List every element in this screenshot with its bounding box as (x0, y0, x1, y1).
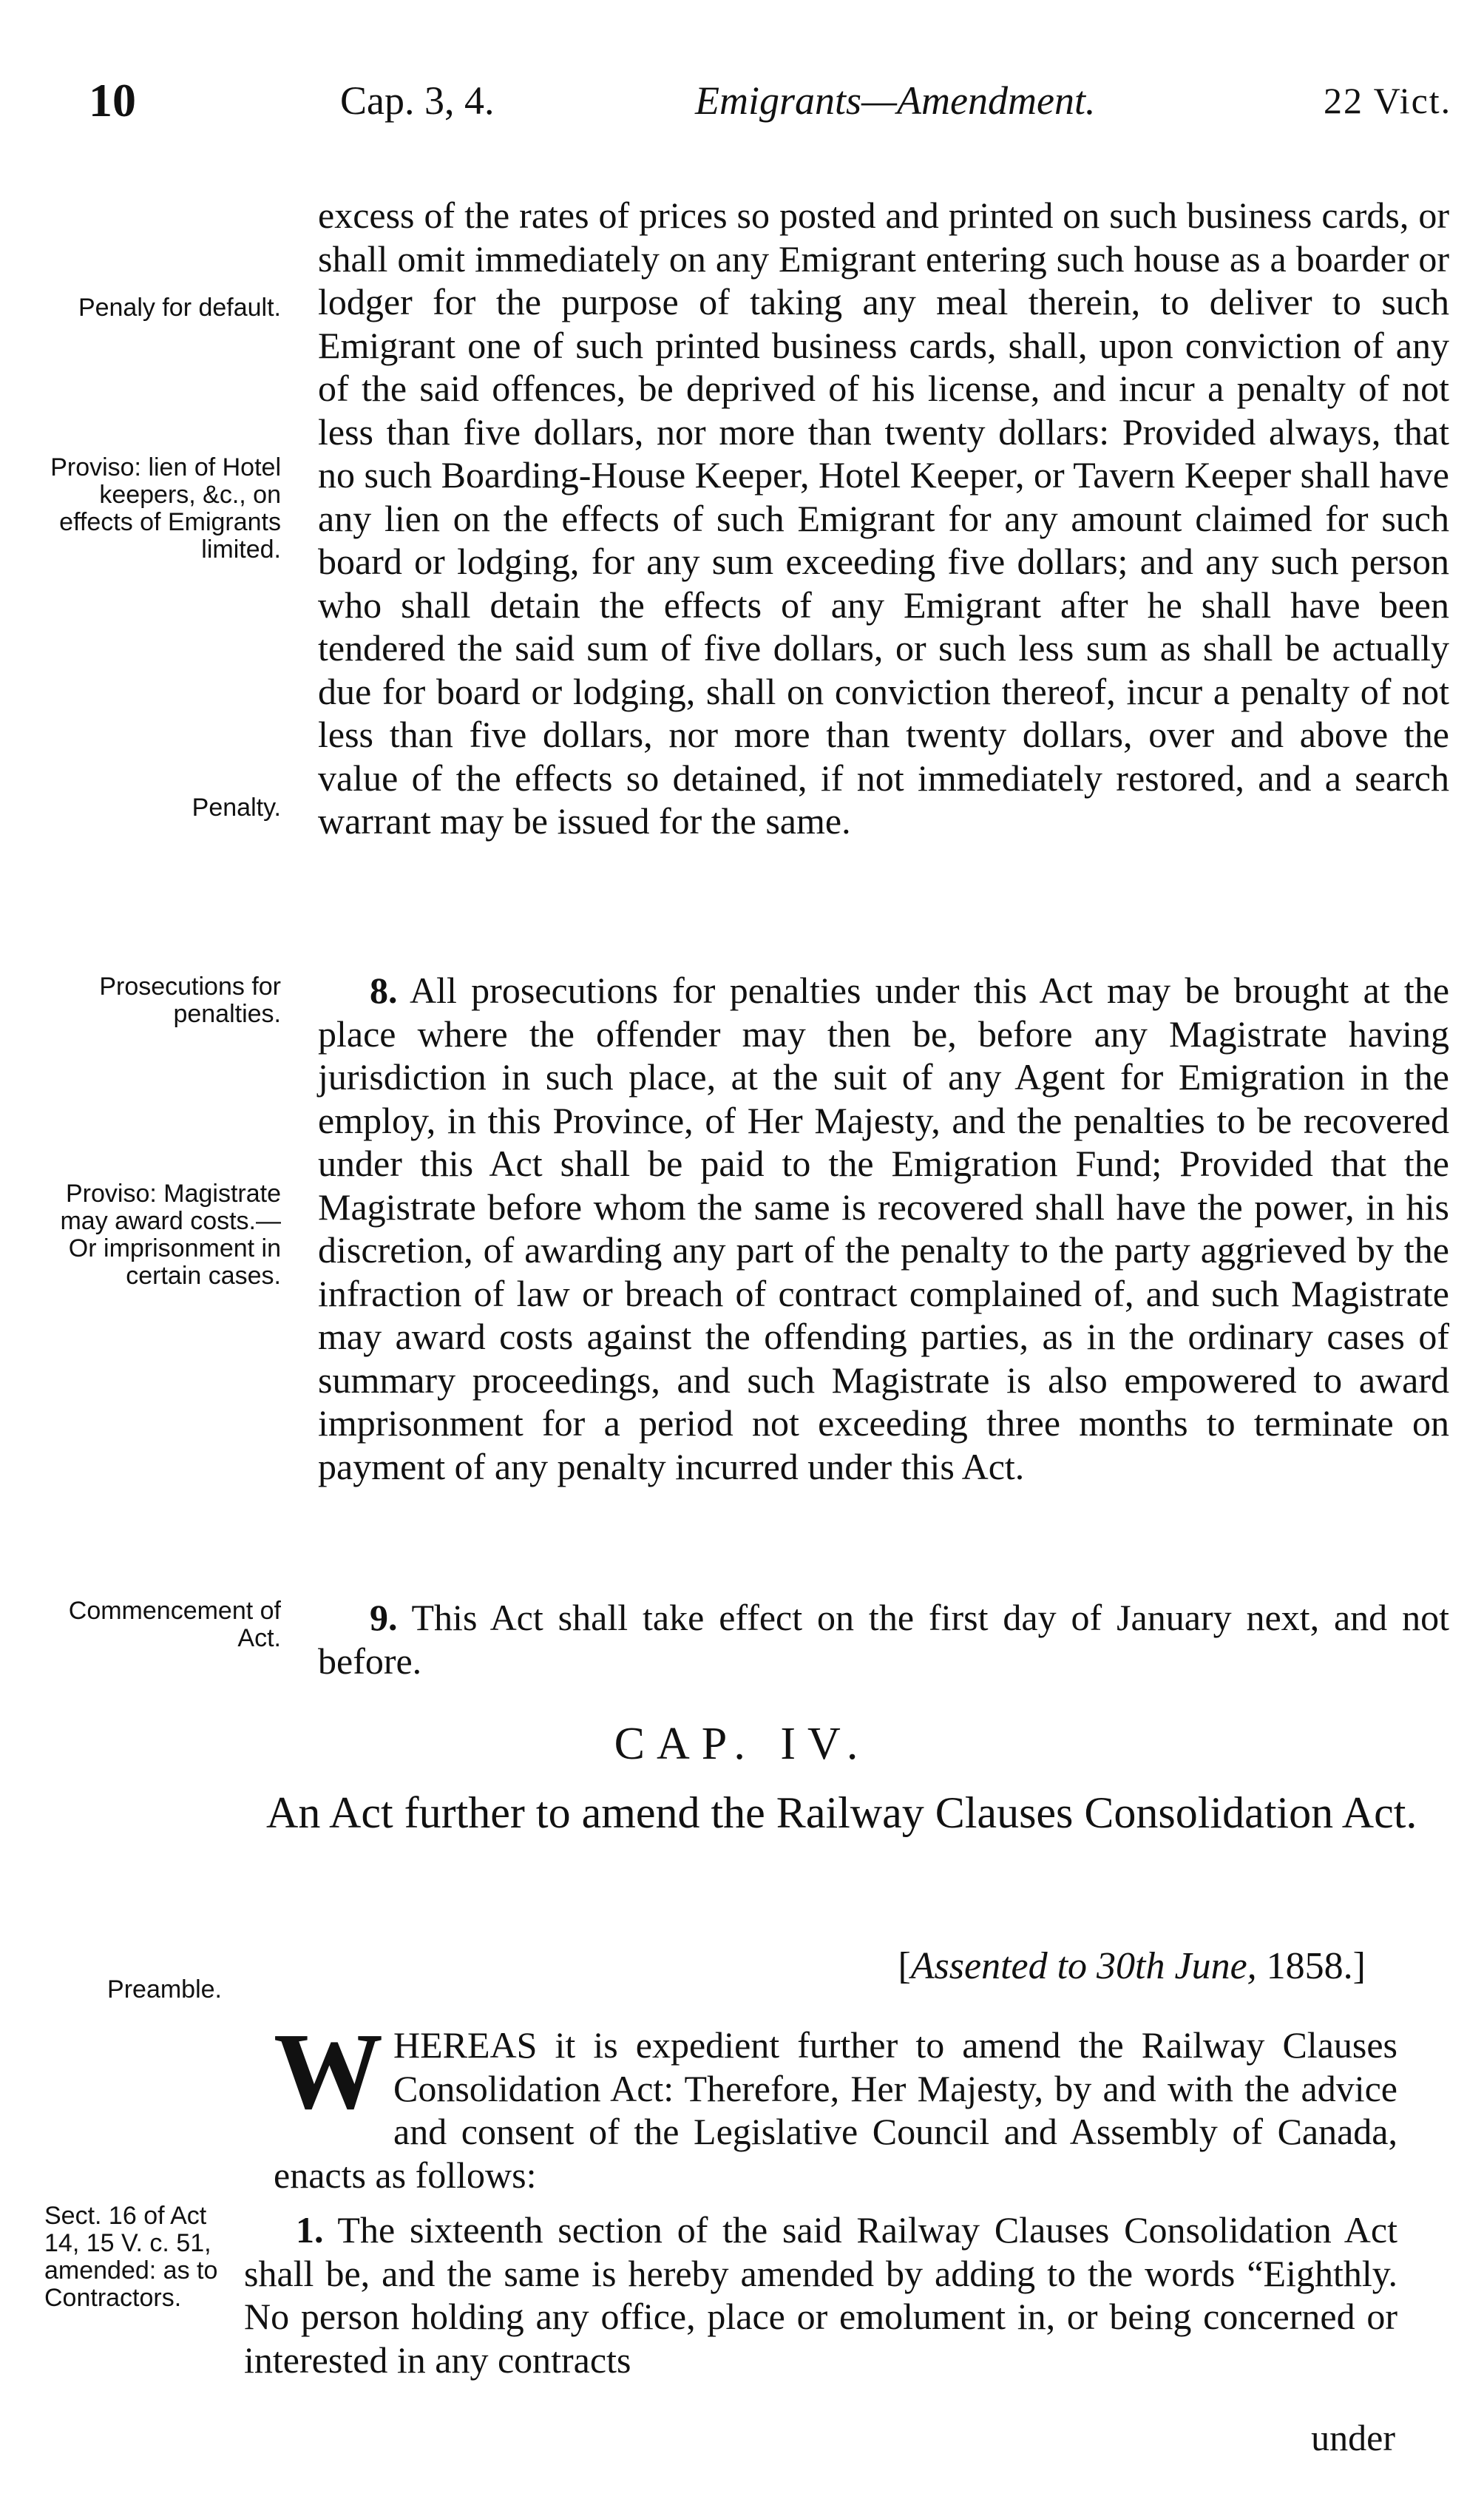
assent-text: Assented to 30th June, (910, 1945, 1257, 1987)
assent-date: [Assented to 30th June, 1858.] (898, 1945, 1366, 1987)
chapter-heading: CAP. IV. (614, 1719, 870, 1769)
drop-cap: W (274, 2011, 383, 2132)
margin-note-penalty: Penalty. (192, 794, 281, 822)
margin-note-prosecutions: Prosecutions for penalties. (99, 973, 281, 1028)
section-9-number: 9. (370, 1597, 398, 1638)
running-title: Emigrants—Amendment. (695, 78, 1096, 123)
section-8-number: 8. (370, 970, 398, 1011)
margin-note-sect16: Sect. 16 of Act 14, 15 V. c. 51, amended: as to Contractors. (44, 2202, 218, 2312)
preamble-text: HEREAS it is expedient further to amend the Railway Clauses Consolidation Act: Therefore, Her Majesty, by and with the advice and consent of the Legislative Council and Assembly of Canada, enacts as follows: (274, 2024, 1397, 2196)
section-8-text: All prosecutions for penalties under this Act may be brought at the place where the offender may then be, before any Magistrate having jurisdiction in such place, at the suit of any Agent for Emigration in the employ, in this Province, of Her Majesty, and the penalties to be recovered under this Act shall be paid to the Emigration Fund; Provided that the Magistrate before whom the same is recovered shall have the power, in his discretion, of awarding any part of the penalty to the party aggrieved by the infraction of law or breach of contract complained of, and such Magistrate may award costs against the offending parties, as in the ordinary cases of summary proceedings, and such Magistrate is also empowered to award imprisonment for a period not exceeding three months to terminate on payment of any penalty incurred under this Act. (318, 970, 1450, 1487)
margin-note-commencement: Commencement of Act. (68, 1597, 281, 1652)
cap4-section-1-number: 1. (296, 2209, 324, 2251)
chapter-reference: Cap. 3, 4. (340, 78, 495, 123)
act-title: An Act further to amend the Railway Clauses Consolidation Act. (266, 1788, 1417, 1837)
assent-year: 1858. (1266, 1945, 1353, 1987)
preamble-paragraph (274, 2011, 1397, 2197)
section-9 (318, 1596, 1449, 1683)
margin-note-preamble: Preamble. (107, 1975, 222, 2004)
margin-note-proviso-magistrate: Proviso: Magistrate may award costs.— Or imprisonment in certain cases. (60, 1180, 281, 1290)
margin-note-proviso-lien: Proviso: lien of Hotel keepers, &c., on effects of Emigrants limited. (50, 453, 281, 564)
continued-paragraph-text: excess of the rates of prices so posted and printed on such business cards, or shall omit immediately on any Emigrant entering such house as a boarder or lodger for the purpose of taking any meal therein, to deliver to such Emigrant one of such printed business cards, shall, upon conviction of any of the said offences, be deprived of his license, and incur a penalty of not less than five dollars, nor more than twenty dollars: Provided always, that no such Boarding-House Keeper, Hotel Keeper, or Tavern Keeper shall have any lien on the effects of such Emigrant for any amount claimed for such board or lodging, for any sum exceeding five dollars; and any such person who shall detain the effects of any Emigrant after he shall have been tendered the said sum of five dollars, or such less sum as shall be actually due for board or lodging, shall on conviction thereof, incur a penalty of not less than five dollars, nor more than twenty dollars, over and above the value of the effects so detained, if not immediately restored, and a search warrant may be issued for the same. (318, 195, 1449, 842)
margin-note-penalty-default: Penaly for default. (78, 294, 281, 322)
section-8-paragraph (318, 969, 1449, 1488)
continued-paragraph (318, 194, 1449, 843)
page-number: 10 (89, 74, 136, 126)
preamble (274, 2011, 1397, 2197)
regnal-year: 22 Vict. (1324, 80, 1452, 121)
section-8 (318, 969, 1449, 1488)
section-9-text: This Act shall take effect on the first day of January next, and not before. (318, 1597, 1449, 1682)
cap4-section-1 (244, 2208, 1397, 2381)
cap4-section-1-paragraph (244, 2208, 1397, 2381)
cap4-section-1-text: The sixteenth section of the said Railway Clauses Consolidation Act shall be, and the same is hereby amended by adding to the words “Eighthly. No person holding any office, place or emolument in, or being concerned or interested in any contracts (244, 2209, 1397, 2381)
catchword: under (1311, 2417, 1395, 2458)
section-9-paragraph (318, 1596, 1449, 1683)
